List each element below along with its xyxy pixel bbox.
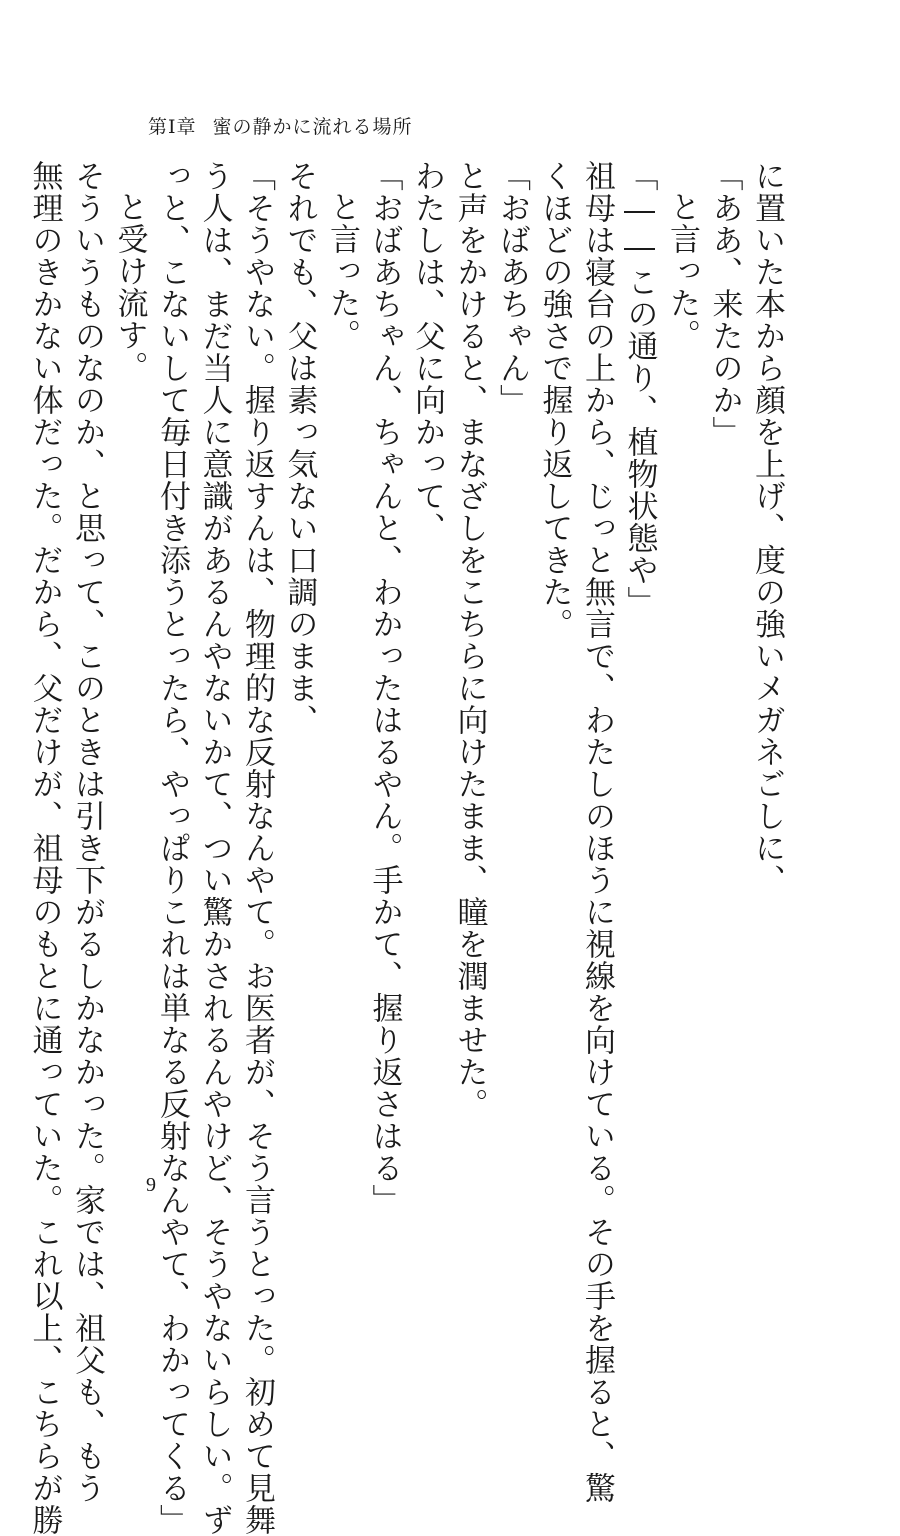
body-text [26,160,788,1536]
text-line: 「おばあちゃん、ちゃんと、わかったはるやん。手かて、握り返さはる」 [366,160,403,1216]
text-line: そういうものなのか、と思って、このときは引き下がるしかなかった。家では、祖父も、もう [69,160,105,1504]
text-line: と受け流す。 [111,191,148,383]
text-line: 「ああ、来たのか」 [706,160,743,448]
running-header [148,112,413,139]
text-line: と言った。 [324,191,360,351]
text-line: う人は、まだ当人に意識があるんやないかて、つい驚かされるんやけど、そうやないらしい。ず [196,160,233,1536]
text-line: 「そうやない。握り返すんは、物理的な反射なんやて。お医者が、そう言うとった。初めて見舞 [239,160,275,1536]
page-number: 9 [146,1174,156,1196]
text-line: くほどの強さで握り返してきた。 [536,160,573,640]
text-line: 無理のきかない体だった。だから、父だけが、祖母のもとに通っていた。これ以上、こちらが勝 [26,160,63,1536]
text-line: っと、こないして毎日付き添うとったら、やっぱりこれは単なる反射なんやて、わかってくる」 [154,160,190,1536]
text-line: に置いた本から顔を上げ、度の強いメガネごしに、 [749,160,785,896]
text-line: 「おばあちゃん」 [494,160,530,416]
text-line: 「――この通り、植物状態や」 [621,160,658,618]
text-line: わたしは、父に向かって、 [409,160,445,544]
chapter-title: 蜜の静かに流れる場所 [212,116,413,138]
text-line: それでも、父は素っ気ない口調のまま、 [281,160,318,736]
text-line: 祖母は寝台の上から、じっと無言で、わたしのほうに視線を向けている。その手を握ると、驚 [579,160,615,1504]
chapter-label: 第Ⅰ章 [148,116,197,138]
text-line: と言った。 [664,191,700,351]
text-line: と声をかけると、まなざしをこちらに向けたまま、瞳を潤ませた。 [451,160,488,1120]
